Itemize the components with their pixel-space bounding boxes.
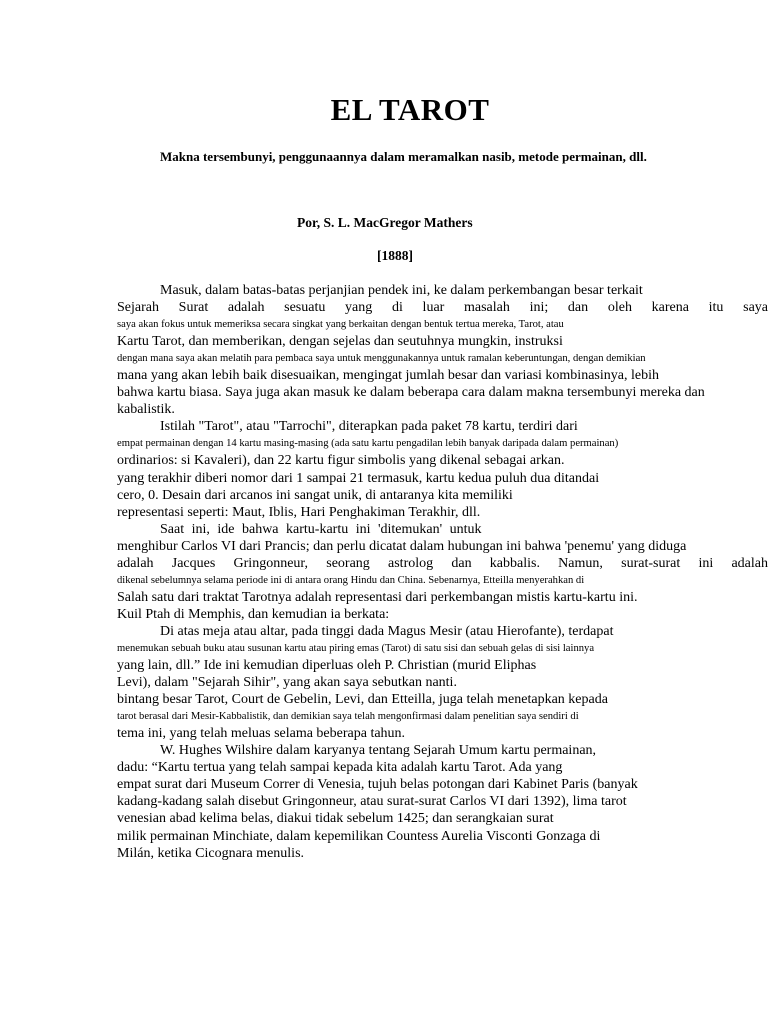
text-line: kabalistik.	[117, 402, 175, 418]
text-line: milik permainan Minchiate, dalam kepemilikan Countess Aurelia Visconti Gonzaga di	[117, 828, 601, 844]
text-line: empat permainan dengan 14 kartu masing-masing (ada satu kartu pengadilan lebih banyak daripada dalam permainan)	[117, 438, 619, 450]
text-line: tarot berasal dari Mesir-Kabbalistik, dan demikian saya telah mengonfirmasi dalam penelitian saya sendiri di	[117, 711, 579, 723]
text-line: dadu: “Kartu tertua yang telah sampai kepada kita adalah kartu Tarot. Ada yang	[117, 760, 563, 776]
text-line: Sejarah Surat adalah sesuatu yang di luar masalah ini; dan oleh karena itu saya	[117, 300, 768, 316]
text-line: Levi), dalam "Sejarah Sihir", yang akan saya sebutkan nanti.	[117, 675, 457, 691]
text-line: dengan mana saya akan melatih para pembaca saya untuk menggunakannya untuk ramalan keberuntungan, dengan demikian	[117, 353, 646, 365]
text-line: venesian abad kelima belas, diakui tidak sebelum 1425; dan serangkaian surat	[117, 811, 554, 827]
text-line: representasi seperti: Maut, Iblis, Hari Penghakiman Terakhir, dll.	[117, 504, 481, 520]
text-line: kadang-kadang salah disebut Gringonneur, atau surat-surat Carlos VI dari 1392), lima tarot	[117, 794, 627, 810]
text-line: Milán, ketika Cicognara menulis.	[117, 845, 305, 861]
text-line: menghibur Carlos VI dari Prancis; dan perlu dicatat dalam hubungan ini bahwa 'penemu' yang diduga	[117, 538, 687, 554]
text-line: Istilah "Tarot", atau "Tarrochi", diterapkan pada paket 78 kartu, terdiri dari	[160, 419, 578, 435]
text-line: Masuk, dalam batas-batas perjanjian pendek ini, ke dalam perkembangan besar terkait	[160, 283, 643, 298]
document-title: EL TAROT	[330, 92, 490, 127]
text-line: Kartu Tarot, dan memberikan, dengan sejelas dan seutuhnya mungkin, instruksi	[117, 334, 563, 350]
text-line: mana yang akan lebih baik disesuaikan, mengingat jumlah besar dan variasi kombinasinya, lebih	[117, 368, 659, 384]
text-line: Saat ini, ide bahwa kartu-kartu ini 'ditemukan' untuk	[160, 521, 482, 537]
text-line: tema ini, yang telah meluas selama beberapa tahun.	[117, 726, 406, 742]
text-line: Salah satu dari traktat Tarotnya adalah representasi dari perkembangan mistis kartu-kartu ini.	[117, 589, 638, 605]
text-line: yang lain, dll.” Ide ini kemudian diperluas oleh P. Christian (murid Eliphas	[117, 658, 537, 674]
text-line: yang terakhir diberi nomor dari 1 sampai 21 termasuk, kartu kedua puluh dua ditandai	[117, 470, 600, 486]
author-line: Por, S. L. MacGregor Mathers	[297, 215, 473, 230]
year-line: [1888]	[377, 248, 413, 263]
text-line: cero, 0. Desain dari arcanos ini sangat unik, di antaranya kita memiliki	[117, 487, 513, 503]
body-text	[117, 282, 768, 862]
text-line: empat surat dari Museum Correr di Venesia, tujuh belas potongan dari Kabinet Paris (banyak	[117, 777, 638, 793]
text-line: Kuil Ptah di Memphis, dan kemudian ia berkata:	[117, 606, 390, 622]
text-line: bahwa kartu biasa. Saya juga akan masuk ke dalam beberapa cara dalam makna tersembunyi mereka dan	[117, 385, 705, 401]
text-line: ordinarios: si Kavaleri), dan 22 kartu figur simbolis yang dikenal sebagai arkan.	[117, 453, 565, 469]
text-line: W. Hughes Wilshire dalam karyanya tentang Sejarah Umum kartu permainan,	[160, 743, 597, 759]
text-line: dikenal sebelumnya selama periode ini di antara orang Hindu dan China. Sebenarnya, Etteilla menyerahkan di	[117, 574, 585, 586]
text-line: saya akan fokus untuk memeriksa secara singkat yang berkaitan dengan bentuk tertua mereka, Tarot, atau	[117, 319, 564, 331]
text-line: Di atas meja atau altar, pada tinggi dada Magus Mesir (atau Hierofante), terdapat	[160, 623, 614, 639]
text-line: bintang besar Tarot, Court de Gebelin, Levi, dan Etteilla, juga telah menetapkan kepada	[117, 692, 608, 708]
text-line: menemukan sebuah buku atau susunan kartu atau piring emas (Tarot) di satu sisi dan sebuah gelas di sisi lainnya	[117, 642, 595, 654]
document-subtitle: Makna tersembunyi, penggunaannya dalam meramalkan nasib, metode permainan, dll.	[160, 149, 647, 164]
text-line: adalah Jacques Gringonneur, seorang astrolog dan kabbalis. Namun, surat-surat ini adalah	[117, 555, 768, 571]
